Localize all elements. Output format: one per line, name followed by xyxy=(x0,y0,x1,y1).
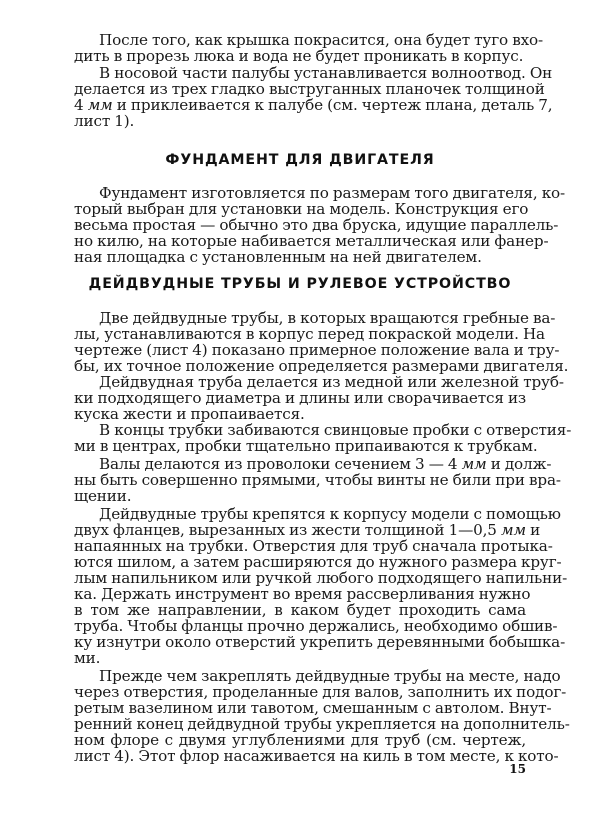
text-line: ку изнутри около отверстий укрепить деревянными бобышка- xyxy=(74,633,566,651)
text-line: После того, как крышка покрасится, она будет туго вхо- xyxy=(99,31,543,49)
unit-mm: мм xyxy=(461,455,487,473)
text-line: двух фланцев, вырезанных из жести толщиной 1—0,5 мм и xyxy=(74,521,541,539)
text-line: ны быть совершенно прямыми, чтобы винты не били при вра- xyxy=(74,471,561,489)
text-line: ретым вазелином или тавотом, смешанным с автолом. Внут- xyxy=(74,699,552,717)
text-line: Фундамент изготовляется по размерам того двигателя, ко- xyxy=(99,184,566,202)
text-line: напаянных на трубки. Отверстия для труб сначала протыка- xyxy=(74,537,553,555)
text-line: ми в центрах, пробки тщательно припаиваются к трубкам. xyxy=(74,437,538,455)
text-line: лым напильником или ручкой любого подходящего напильни- xyxy=(74,569,568,587)
text-line: лы, устанавливаются в корпус перед покраской модели. На xyxy=(74,325,545,343)
text-line: весьма простая — обычно это два бруска, идущие параллель- xyxy=(74,216,559,234)
text-line: ном флоре с двумя углублениями для труб (см. чертеж, xyxy=(74,731,526,749)
text-line: ки подходящего диаметра и длины или сворачивается из xyxy=(74,389,527,407)
text-line: в том же направлении, в каком будет проходить сама xyxy=(74,601,526,619)
text-line: Две дейдвудные трубы, в которых вращаются гребные ва- xyxy=(99,309,556,327)
text-line: бы, их точное положение определяется размерами двигателя. xyxy=(74,357,569,375)
text-line: торый выбран для установки на модель. Конструкция его xyxy=(74,200,529,218)
text-line: ми. xyxy=(74,649,101,667)
text-line: труба. Чтобы фланцы прочно держались, необходимо обшив- xyxy=(74,617,558,635)
text-line: ются шилом, а затем расширяются до нужного размера круг- xyxy=(74,553,562,571)
text-line: 4 мм и приклеивается к палубе (см. чертеж плана, деталь 7, xyxy=(74,96,553,114)
text-line: Дейдвудные трубы крепятся к корпусу модели с помощью xyxy=(99,505,561,523)
text-line: чертеже (лист 4) показано примерное положение вала и тру- xyxy=(74,341,560,359)
text-line: ка. Держать инструмент во время рассверливания нужно xyxy=(74,585,531,603)
text-line: но килю, на которые набивается металлическая или фанер- xyxy=(74,232,549,250)
text-line: Дейдвудная труба делается из медной или железной труб- xyxy=(99,373,564,391)
text-line: В носовой части палубы устанавливается волноотвод. Он xyxy=(99,64,553,82)
text-line: куска жести и пропаивается. xyxy=(74,405,305,423)
text-line: Валы делаются из проволоки сечением 3 — 4 мм и долж- xyxy=(99,455,552,473)
text-line: через отверстия, проделанные для валов, заполнить их подог- xyxy=(74,683,567,701)
section-heading: ФУНДАМЕНТ ДЛЯ ДВИГАТЕЛЯ xyxy=(165,152,435,168)
unit-mm: мм xyxy=(501,521,526,539)
unit-mm: мм xyxy=(87,96,113,114)
text-line: дить в прорезь люка и вода не будет проникать в корпус. xyxy=(74,47,524,65)
text-line: Прежде чем закреплять дейдвудные трубы на месте, надо xyxy=(99,667,561,685)
section-heading: ДЕЙДВУДНЫЕ ТРУБЫ И РУЛЕВОЕ УСТРОЙСТВО xyxy=(88,276,512,292)
text-line: лист 4). Этот флор насаживается на киль в том месте, к кото- xyxy=(74,747,559,765)
text-line: лист 1). xyxy=(74,112,135,130)
text-line: ная площадка с установленным на ней двигателем. xyxy=(74,248,482,266)
text-line: щении. xyxy=(74,487,132,505)
text-line: ренний конец дейдвудной трубы укрепляется на дополнитель- xyxy=(74,715,570,733)
text-line: делается из трех гладко выструганных планочек толщиной xyxy=(74,80,545,98)
page-number: 15 xyxy=(509,762,526,776)
text-line: В концы трубки забиваются свинцовые пробки с отверстия- xyxy=(99,421,572,439)
